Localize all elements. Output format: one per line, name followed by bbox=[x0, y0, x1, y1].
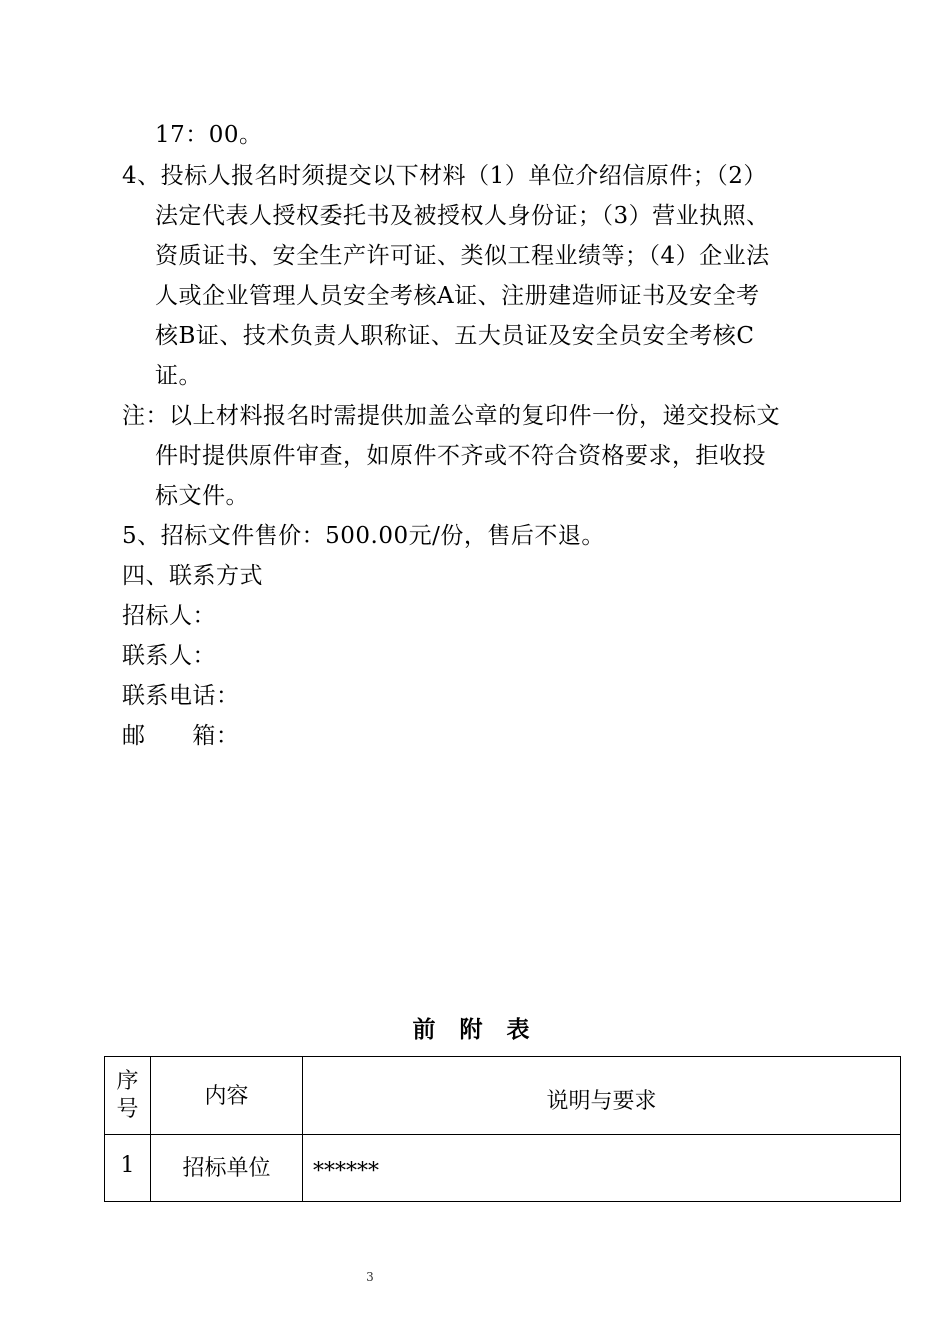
table-title: 前 附 表 bbox=[412, 1016, 538, 1043]
text-line-11: 5、招标文件售价：500.00元/份，售后不退。 bbox=[122, 523, 605, 549]
row-content: 招标单位 bbox=[151, 1135, 303, 1202]
text-line-1: 17：00。 bbox=[155, 122, 263, 148]
row-seq: 1 bbox=[105, 1135, 151, 1202]
text-line-7: 证。 bbox=[155, 363, 202, 389]
text-line-9: 件时提供原件审查，如原件不齐或不符合资格要求，拒收投 bbox=[155, 443, 766, 469]
text-line-6: 核B证、技术负责人职称证、五大员证及安全员安全考核C bbox=[155, 323, 755, 349]
label-email: 邮 箱： bbox=[122, 723, 240, 749]
header-content: 内容 bbox=[151, 1057, 303, 1135]
page-number: 3 bbox=[366, 1270, 374, 1284]
label-tenderer: 招标人： bbox=[122, 603, 216, 629]
attachment-table bbox=[104, 1056, 901, 1202]
text-line-3: 法定代表人授权委托书及被授权人身份证；（3）营业执照、 bbox=[155, 203, 770, 229]
text-line-2: 4、投标人报名时须提交以下材料（1）单位介绍信原件；（2） bbox=[122, 163, 767, 189]
label-contact-phone: 联系电话： bbox=[122, 683, 240, 709]
text-line-5: 人或企业管理人员安全考核A证、注册建造师证书及安全考 bbox=[155, 283, 760, 309]
label-contact-person: 联系人： bbox=[122, 643, 216, 669]
table-row bbox=[105, 1135, 901, 1202]
row-description: ****** bbox=[303, 1135, 901, 1202]
section-heading-contact: 四、联系方式 bbox=[122, 563, 263, 589]
text-line-4: 资质证书、安全生产许可证、类似工程业绩等；（4）企业法 bbox=[155, 243, 770, 269]
header-seq: 序 号 bbox=[105, 1057, 151, 1135]
table-header-row bbox=[105, 1057, 901, 1135]
text-line-8: 注：以上材料报名时需提供加盖公章的复印件一份，递交投标文 bbox=[122, 403, 780, 429]
header-description: 说明与要求 bbox=[303, 1057, 901, 1135]
text-line-10: 标文件。 bbox=[155, 483, 249, 509]
